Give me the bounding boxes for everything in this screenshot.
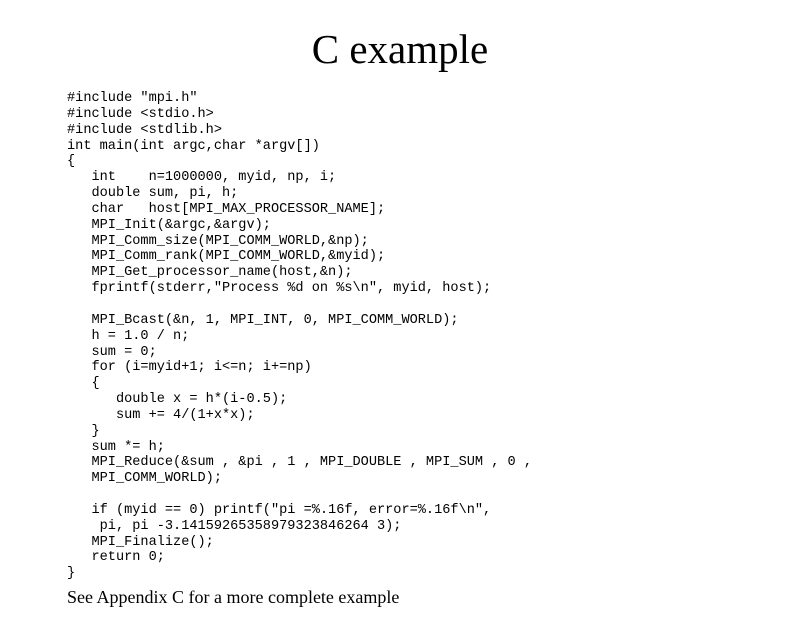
code-line: MPI_Get_processor_name(host,&n); xyxy=(67,265,353,281)
code-line: #include <stdlib.h> xyxy=(67,122,222,138)
code-line: MPI_Finalize(); xyxy=(67,534,214,550)
code-line: sum *= h; xyxy=(67,439,165,455)
code-line: h = 1.0 / n; xyxy=(67,328,190,344)
code-line: MPI_Init(&argc,&argv); xyxy=(67,217,271,233)
code-line: MPI_Bcast(&n, 1, MPI_INT, 0, MPI_COMM_WORLD); xyxy=(67,312,459,328)
code-line: fprintf(stderr,"Process %d on %s\n", myid, host); xyxy=(67,281,492,297)
code-line xyxy=(67,297,532,313)
code-line: char host[MPI_MAX_PROCESSOR_NAME]; xyxy=(67,201,386,217)
code-line xyxy=(67,487,532,503)
code-line: int n=1000000, myid, np, i; xyxy=(67,170,337,186)
code-line: MPI_Comm_size(MPI_COMM_WORLD,&np); xyxy=(67,233,369,249)
code-line: double sum, pi, h; xyxy=(67,186,239,202)
code-line: double x = h*(i-0.5); xyxy=(67,392,288,408)
appendix-footnote: See Appendix C for a more complete example xyxy=(67,587,400,607)
code-line: sum = 0; xyxy=(67,344,157,360)
code-line: pi, pi -3.14159265358979323846264 3); xyxy=(67,518,402,534)
code-line: } xyxy=(67,566,76,582)
code-listing xyxy=(67,91,532,582)
code-line: if (myid == 0) printf("pi =%.16f, error=%.16f\n", xyxy=(67,502,492,518)
code-line: MPI_Reduce(&sum , &pi , 1 , MPI_DOUBLE , MPI_SUM , 0 , xyxy=(67,455,532,471)
slide-title: C example xyxy=(311,26,489,72)
code-line: sum += 4/(1+x*x); xyxy=(67,407,255,423)
code-line: MPI_COMM_WORLD); xyxy=(67,471,222,487)
code-line: return 0; xyxy=(67,550,165,566)
code-line: #include <stdio.h> xyxy=(67,106,214,122)
code-line: #include "mpi.h" xyxy=(67,91,198,106)
code-line: for (i=myid+1; i<=n; i+=np) xyxy=(67,360,312,376)
code-line: { xyxy=(67,376,100,392)
code-line: int main(int argc,char *argv[]) xyxy=(67,138,320,154)
code-line: { xyxy=(67,154,76,170)
code-line: } xyxy=(67,423,100,439)
code-line: MPI_Comm_rank(MPI_COMM_WORLD,&myid); xyxy=(67,249,386,265)
